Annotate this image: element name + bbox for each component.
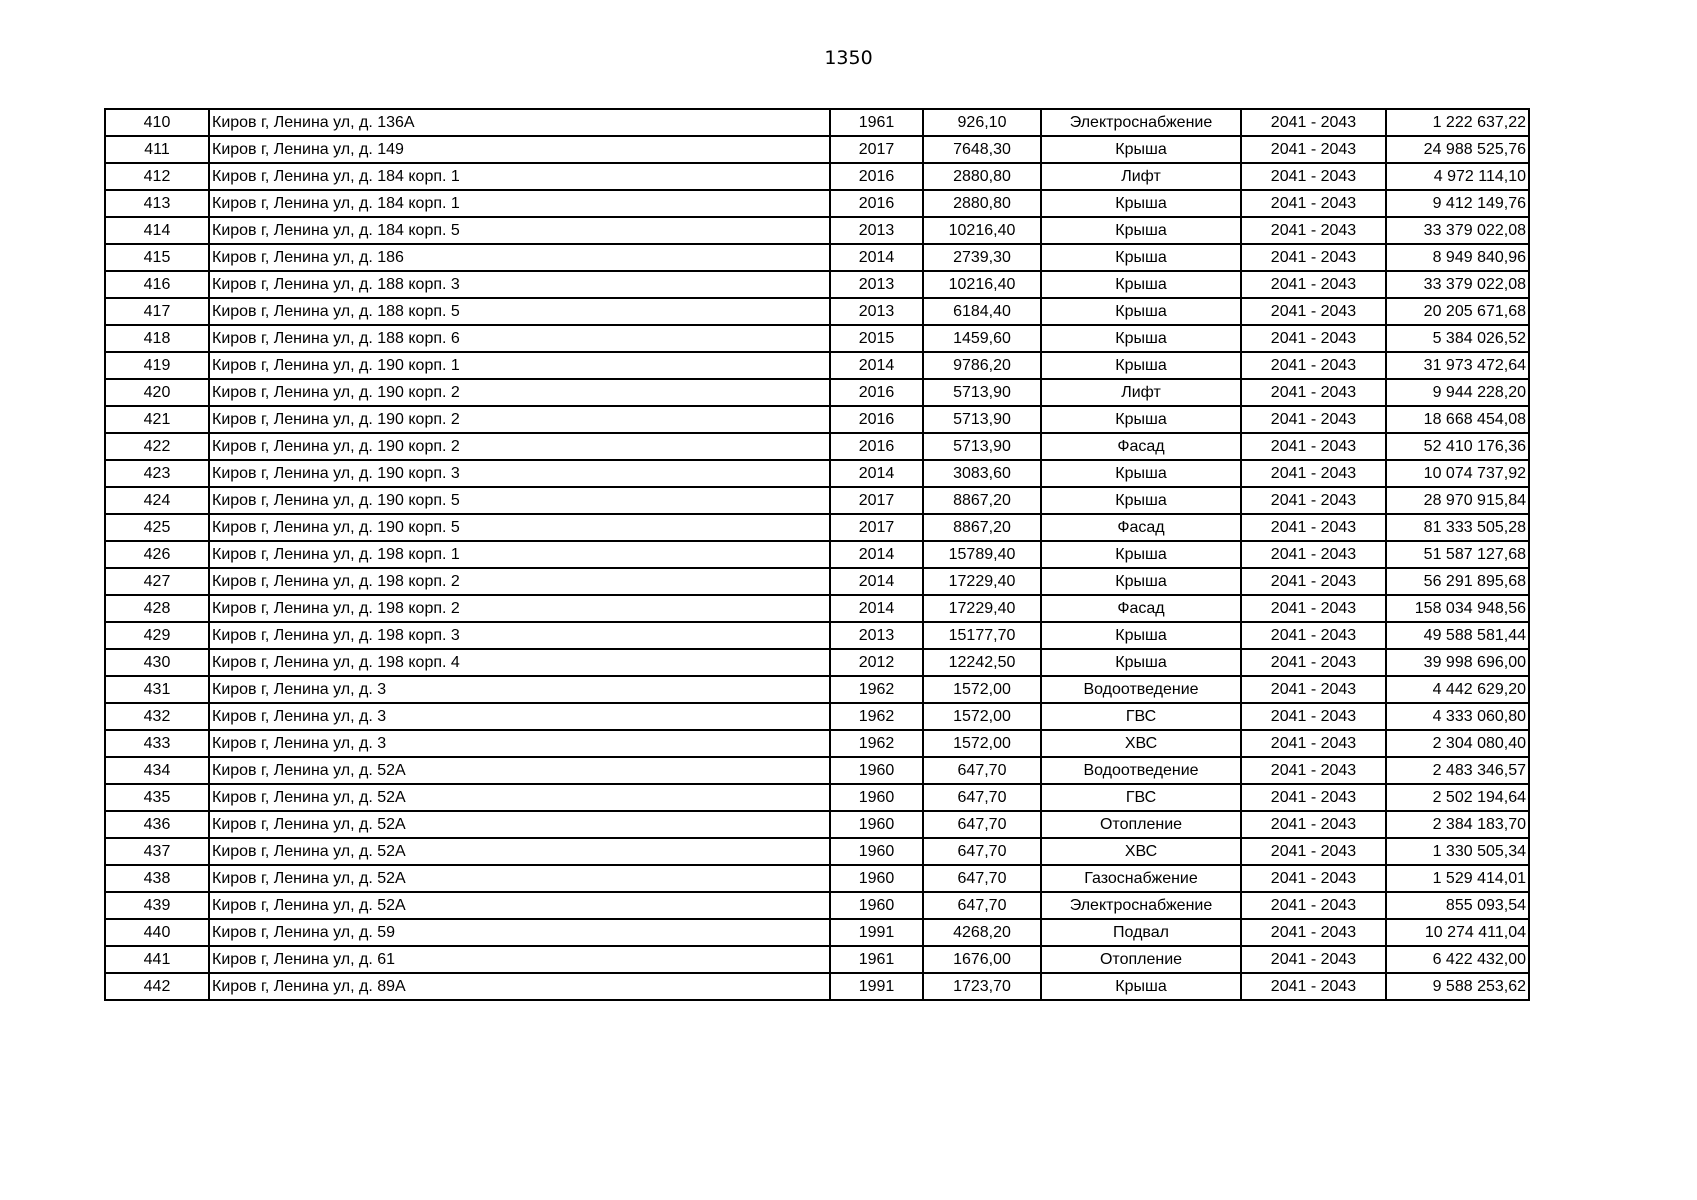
cost-cell: 4 442 629,20 xyxy=(1386,676,1529,703)
row-number-cell: 413 xyxy=(105,190,209,217)
period-cell: 2041 - 2043 xyxy=(1241,757,1386,784)
work-type-cell: Крыша xyxy=(1041,973,1241,1000)
area-cell: 5713,90 xyxy=(923,433,1041,460)
period-cell: 2041 - 2043 xyxy=(1241,406,1386,433)
work-type-cell: Электроснабжение xyxy=(1041,109,1241,136)
row-number-cell: 422 xyxy=(105,433,209,460)
row-number-cell: 438 xyxy=(105,865,209,892)
row-number-cell: 417 xyxy=(105,298,209,325)
period-cell: 2041 - 2043 xyxy=(1241,163,1386,190)
row-number-cell: 439 xyxy=(105,892,209,919)
period-cell: 2041 - 2043 xyxy=(1241,244,1386,271)
cost-cell: 855 093,54 xyxy=(1386,892,1529,919)
work-type-cell: Крыша xyxy=(1041,622,1241,649)
work-type-cell: Крыша xyxy=(1041,406,1241,433)
year-built-cell: 1960 xyxy=(830,838,923,865)
period-cell: 2041 - 2043 xyxy=(1241,784,1386,811)
row-number-cell: 442 xyxy=(105,973,209,1000)
work-type-cell: Крыша xyxy=(1041,487,1241,514)
table-body xyxy=(105,109,1529,1000)
period-cell: 2041 - 2043 xyxy=(1241,541,1386,568)
cost-cell: 52 410 176,36 xyxy=(1386,433,1529,460)
work-type-cell: Крыша xyxy=(1041,136,1241,163)
cost-cell: 6 422 432,00 xyxy=(1386,946,1529,973)
period-cell: 2041 - 2043 xyxy=(1241,568,1386,595)
work-type-cell: Подвал xyxy=(1041,919,1241,946)
address-cell: Киров г, Ленина ул, д. 52А xyxy=(209,757,830,784)
address-cell: Киров г, Ленина ул, д. 184 корп. 5 xyxy=(209,217,830,244)
table-row xyxy=(105,541,1529,568)
address-cell: Киров г, Ленина ул, д. 198 корп. 2 xyxy=(209,568,830,595)
area-cell: 9786,20 xyxy=(923,352,1041,379)
period-cell: 2041 - 2043 xyxy=(1241,622,1386,649)
cost-cell: 33 379 022,08 xyxy=(1386,217,1529,244)
period-cell: 2041 - 2043 xyxy=(1241,190,1386,217)
address-cell: Киров г, Ленина ул, д. 198 корп. 4 xyxy=(209,649,830,676)
work-type-cell: Крыша xyxy=(1041,244,1241,271)
row-number-cell: 424 xyxy=(105,487,209,514)
address-cell: Киров г, Ленина ул, д. 52А xyxy=(209,892,830,919)
row-number-cell: 427 xyxy=(105,568,209,595)
year-built-cell: 2013 xyxy=(830,217,923,244)
cost-cell: 51 587 127,68 xyxy=(1386,541,1529,568)
area-cell: 8867,20 xyxy=(923,514,1041,541)
work-type-cell: Отопление xyxy=(1041,811,1241,838)
cost-cell: 4 333 060,80 xyxy=(1386,703,1529,730)
cost-cell: 10 274 411,04 xyxy=(1386,919,1529,946)
table-row xyxy=(105,973,1529,1000)
period-cell: 2041 - 2043 xyxy=(1241,379,1386,406)
year-built-cell: 2014 xyxy=(830,244,923,271)
area-cell: 10216,40 xyxy=(923,217,1041,244)
cost-cell: 2 483 346,57 xyxy=(1386,757,1529,784)
period-cell: 2041 - 2043 xyxy=(1241,298,1386,325)
address-cell: Киров г, Ленина ул, д. 190 корп. 1 xyxy=(209,352,830,379)
row-number-cell: 420 xyxy=(105,379,209,406)
year-built-cell: 1962 xyxy=(830,730,923,757)
work-type-cell: Водоотведение xyxy=(1041,757,1241,784)
year-built-cell: 2012 xyxy=(830,649,923,676)
row-number-cell: 437 xyxy=(105,838,209,865)
area-cell: 1572,00 xyxy=(923,703,1041,730)
cost-cell: 2 502 194,64 xyxy=(1386,784,1529,811)
address-cell: Киров г, Ленина ул, д. 59 xyxy=(209,919,830,946)
cost-cell: 5 384 026,52 xyxy=(1386,325,1529,352)
table-row xyxy=(105,838,1529,865)
period-cell: 2041 - 2043 xyxy=(1241,487,1386,514)
area-cell: 1723,70 xyxy=(923,973,1041,1000)
work-type-cell: Фасад xyxy=(1041,595,1241,622)
work-type-cell: ГВС xyxy=(1041,784,1241,811)
address-cell: Киров г, Ленина ул, д. 52А xyxy=(209,865,830,892)
year-built-cell: 2017 xyxy=(830,514,923,541)
row-number-cell: 410 xyxy=(105,109,209,136)
work-type-cell: Крыша xyxy=(1041,568,1241,595)
year-built-cell: 2014 xyxy=(830,595,923,622)
year-built-cell: 2016 xyxy=(830,379,923,406)
row-number-cell: 432 xyxy=(105,703,209,730)
area-cell: 1676,00 xyxy=(923,946,1041,973)
work-type-cell: ГВС xyxy=(1041,703,1241,730)
table-row xyxy=(105,433,1529,460)
table-row xyxy=(105,325,1529,352)
cost-cell: 10 074 737,92 xyxy=(1386,460,1529,487)
period-cell: 2041 - 2043 xyxy=(1241,460,1386,487)
address-cell: Киров г, Ленина ул, д. 149 xyxy=(209,136,830,163)
row-number-cell: 423 xyxy=(105,460,209,487)
address-cell: Киров г, Ленина ул, д. 3 xyxy=(209,730,830,757)
row-number-cell: 434 xyxy=(105,757,209,784)
cost-cell: 33 379 022,08 xyxy=(1386,271,1529,298)
cost-cell: 2 304 080,40 xyxy=(1386,730,1529,757)
row-number-cell: 419 xyxy=(105,352,209,379)
work-type-cell: Крыша xyxy=(1041,298,1241,325)
cost-cell: 31 973 472,64 xyxy=(1386,352,1529,379)
table-row xyxy=(105,379,1529,406)
area-cell: 17229,40 xyxy=(923,595,1041,622)
row-number-cell: 436 xyxy=(105,811,209,838)
table-row xyxy=(105,730,1529,757)
table-row xyxy=(105,892,1529,919)
area-cell: 17229,40 xyxy=(923,568,1041,595)
address-cell: Киров г, Ленина ул, д. 190 корп. 2 xyxy=(209,433,830,460)
address-cell: Киров г, Ленина ул, д. 190 корп. 5 xyxy=(209,514,830,541)
row-number-cell: 441 xyxy=(105,946,209,973)
work-type-cell: Электроснабжение xyxy=(1041,892,1241,919)
cost-cell: 8 949 840,96 xyxy=(1386,244,1529,271)
table-row xyxy=(105,460,1529,487)
period-cell: 2041 - 2043 xyxy=(1241,973,1386,1000)
table-row xyxy=(105,109,1529,136)
area-cell: 647,70 xyxy=(923,784,1041,811)
area-cell: 12242,50 xyxy=(923,649,1041,676)
address-cell: Киров г, Ленина ул, д. 184 корп. 1 xyxy=(209,190,830,217)
year-built-cell: 2015 xyxy=(830,325,923,352)
cost-cell: 1 529 414,01 xyxy=(1386,865,1529,892)
table-row xyxy=(105,514,1529,541)
period-cell: 2041 - 2043 xyxy=(1241,946,1386,973)
year-built-cell: 2013 xyxy=(830,271,923,298)
cost-cell: 28 970 915,84 xyxy=(1386,487,1529,514)
cost-cell: 56 291 895,68 xyxy=(1386,568,1529,595)
work-type-cell: Крыша xyxy=(1041,541,1241,568)
year-built-cell: 1960 xyxy=(830,757,923,784)
area-cell: 926,10 xyxy=(923,109,1041,136)
address-cell: Киров г, Ленина ул, д. 61 xyxy=(209,946,830,973)
area-cell: 3083,60 xyxy=(923,460,1041,487)
work-type-cell: Крыша xyxy=(1041,649,1241,676)
address-cell: Киров г, Ленина ул, д. 186 xyxy=(209,244,830,271)
table-row xyxy=(105,919,1529,946)
work-type-cell: Крыша xyxy=(1041,271,1241,298)
year-built-cell: 1960 xyxy=(830,865,923,892)
period-cell: 2041 - 2043 xyxy=(1241,109,1386,136)
year-built-cell: 1960 xyxy=(830,784,923,811)
period-cell: 2041 - 2043 xyxy=(1241,919,1386,946)
work-type-cell: Лифт xyxy=(1041,163,1241,190)
period-cell: 2041 - 2043 xyxy=(1241,838,1386,865)
cost-cell: 1 222 637,22 xyxy=(1386,109,1529,136)
cost-cell: 18 668 454,08 xyxy=(1386,406,1529,433)
row-number-cell: 421 xyxy=(105,406,209,433)
table-row xyxy=(105,271,1529,298)
year-built-cell: 1991 xyxy=(830,919,923,946)
area-cell: 7648,30 xyxy=(923,136,1041,163)
period-cell: 2041 - 2043 xyxy=(1241,703,1386,730)
table-row xyxy=(105,946,1529,973)
table-row xyxy=(105,298,1529,325)
table-row xyxy=(105,784,1529,811)
work-type-cell: Крыша xyxy=(1041,217,1241,244)
table-row xyxy=(105,649,1529,676)
year-built-cell: 1961 xyxy=(830,946,923,973)
area-cell: 2880,80 xyxy=(923,190,1041,217)
period-cell: 2041 - 2043 xyxy=(1241,811,1386,838)
area-cell: 647,70 xyxy=(923,757,1041,784)
area-cell: 2739,30 xyxy=(923,244,1041,271)
repair-schedule-table xyxy=(104,108,1530,1001)
table-row xyxy=(105,703,1529,730)
area-cell: 647,70 xyxy=(923,838,1041,865)
period-cell: 2041 - 2043 xyxy=(1241,595,1386,622)
row-number-cell: 426 xyxy=(105,541,209,568)
cost-cell: 158 034 948,56 xyxy=(1386,595,1529,622)
row-number-cell: 440 xyxy=(105,919,209,946)
period-cell: 2041 - 2043 xyxy=(1241,433,1386,460)
address-cell: Киров г, Ленина ул, д. 190 корп. 2 xyxy=(209,406,830,433)
work-type-cell: Крыша xyxy=(1041,460,1241,487)
address-cell: Киров г, Ленина ул, д. 52А xyxy=(209,811,830,838)
area-cell: 1572,00 xyxy=(923,730,1041,757)
address-cell: Киров г, Ленина ул, д. 188 корп. 3 xyxy=(209,271,830,298)
row-number-cell: 416 xyxy=(105,271,209,298)
work-type-cell: Крыша xyxy=(1041,352,1241,379)
table-row xyxy=(105,136,1529,163)
cost-cell: 9 412 149,76 xyxy=(1386,190,1529,217)
address-cell: Киров г, Ленина ул, д. 136А xyxy=(209,109,830,136)
row-number-cell: 414 xyxy=(105,217,209,244)
area-cell: 1459,60 xyxy=(923,325,1041,352)
table-row xyxy=(105,811,1529,838)
table-row xyxy=(105,217,1529,244)
period-cell: 2041 - 2043 xyxy=(1241,325,1386,352)
address-cell: Киров г, Ленина ул, д. 89А xyxy=(209,973,830,1000)
address-cell: Киров г, Ленина ул, д. 52А xyxy=(209,784,830,811)
year-built-cell: 2016 xyxy=(830,190,923,217)
period-cell: 2041 - 2043 xyxy=(1241,352,1386,379)
area-cell: 15177,70 xyxy=(923,622,1041,649)
row-number-cell: 418 xyxy=(105,325,209,352)
area-cell: 5713,90 xyxy=(923,379,1041,406)
table-row xyxy=(105,244,1529,271)
year-built-cell: 2014 xyxy=(830,352,923,379)
work-type-cell: Водоотведение xyxy=(1041,676,1241,703)
period-cell: 2041 - 2043 xyxy=(1241,271,1386,298)
row-number-cell: 435 xyxy=(105,784,209,811)
address-cell: Киров г, Ленина ул, д. 198 корп. 3 xyxy=(209,622,830,649)
area-cell: 647,70 xyxy=(923,811,1041,838)
period-cell: 2041 - 2043 xyxy=(1241,676,1386,703)
address-cell: Киров г, Ленина ул, д. 190 корп. 2 xyxy=(209,379,830,406)
cost-cell: 9 944 228,20 xyxy=(1386,379,1529,406)
row-number-cell: 433 xyxy=(105,730,209,757)
year-built-cell: 2013 xyxy=(830,622,923,649)
table-row xyxy=(105,190,1529,217)
address-cell: Киров г, Ленина ул, д. 190 корп. 3 xyxy=(209,460,830,487)
area-cell: 647,70 xyxy=(923,892,1041,919)
year-built-cell: 1960 xyxy=(830,892,923,919)
year-built-cell: 2016 xyxy=(830,433,923,460)
cost-cell: 24 988 525,76 xyxy=(1386,136,1529,163)
cost-cell: 81 333 505,28 xyxy=(1386,514,1529,541)
area-cell: 8867,20 xyxy=(923,487,1041,514)
period-cell: 2041 - 2043 xyxy=(1241,217,1386,244)
year-built-cell: 1962 xyxy=(830,703,923,730)
table-row xyxy=(105,406,1529,433)
year-built-cell: 2014 xyxy=(830,541,923,568)
table-row xyxy=(105,487,1529,514)
address-cell: Киров г, Ленина ул, д. 3 xyxy=(209,676,830,703)
row-number-cell: 415 xyxy=(105,244,209,271)
period-cell: 2041 - 2043 xyxy=(1241,649,1386,676)
cost-cell: 49 588 581,44 xyxy=(1386,622,1529,649)
cost-cell: 2 384 183,70 xyxy=(1386,811,1529,838)
work-type-cell: Газоснабжение xyxy=(1041,865,1241,892)
table-row xyxy=(105,352,1529,379)
year-built-cell: 1991 xyxy=(830,973,923,1000)
work-type-cell: Фасад xyxy=(1041,514,1241,541)
year-built-cell: 2014 xyxy=(830,568,923,595)
row-number-cell: 431 xyxy=(105,676,209,703)
row-number-cell: 430 xyxy=(105,649,209,676)
year-built-cell: 2016 xyxy=(830,163,923,190)
area-cell: 1572,00 xyxy=(923,676,1041,703)
area-cell: 10216,40 xyxy=(923,271,1041,298)
table-row xyxy=(105,676,1529,703)
year-built-cell: 2013 xyxy=(830,298,923,325)
row-number-cell: 428 xyxy=(105,595,209,622)
period-cell: 2041 - 2043 xyxy=(1241,865,1386,892)
address-cell: Киров г, Ленина ул, д. 190 корп. 5 xyxy=(209,487,830,514)
period-cell: 2041 - 2043 xyxy=(1241,730,1386,757)
year-built-cell: 1960 xyxy=(830,811,923,838)
row-number-cell: 412 xyxy=(105,163,209,190)
work-type-cell: Крыша xyxy=(1041,325,1241,352)
row-number-cell: 429 xyxy=(105,622,209,649)
year-built-cell: 2014 xyxy=(830,460,923,487)
work-type-cell: Крыша xyxy=(1041,190,1241,217)
period-cell: 2041 - 2043 xyxy=(1241,514,1386,541)
address-cell: Киров г, Ленина ул, д. 198 корп. 2 xyxy=(209,595,830,622)
row-number-cell: 425 xyxy=(105,514,209,541)
page-number: 1350 xyxy=(824,47,873,69)
year-built-cell: 2017 xyxy=(830,487,923,514)
address-cell: Киров г, Ленина ул, д. 3 xyxy=(209,703,830,730)
table-row xyxy=(105,622,1529,649)
work-type-cell: ХВС xyxy=(1041,730,1241,757)
address-cell: Киров г, Ленина ул, д. 52А xyxy=(209,838,830,865)
year-built-cell: 1962 xyxy=(830,676,923,703)
work-type-cell: Отопление xyxy=(1041,946,1241,973)
year-built-cell: 2017 xyxy=(830,136,923,163)
area-cell: 2880,80 xyxy=(923,163,1041,190)
table-row xyxy=(105,163,1529,190)
period-cell: 2041 - 2043 xyxy=(1241,136,1386,163)
year-built-cell: 2016 xyxy=(830,406,923,433)
address-cell: Киров г, Ленина ул, д. 198 корп. 1 xyxy=(209,541,830,568)
table-row xyxy=(105,757,1529,784)
year-built-cell: 1961 xyxy=(830,109,923,136)
cost-cell: 39 998 696,00 xyxy=(1386,649,1529,676)
cost-cell: 1 330 505,34 xyxy=(1386,838,1529,865)
work-type-cell: Фасад xyxy=(1041,433,1241,460)
area-cell: 15789,40 xyxy=(923,541,1041,568)
area-cell: 6184,40 xyxy=(923,298,1041,325)
address-cell: Киров г, Ленина ул, д. 188 корп. 6 xyxy=(209,325,830,352)
area-cell: 5713,90 xyxy=(923,406,1041,433)
cost-cell: 4 972 114,10 xyxy=(1386,163,1529,190)
table-row xyxy=(105,568,1529,595)
table-row xyxy=(105,865,1529,892)
address-cell: Киров г, Ленина ул, д. 188 корп. 5 xyxy=(209,298,830,325)
cost-cell: 9 588 253,62 xyxy=(1386,973,1529,1000)
cost-cell: 20 205 671,68 xyxy=(1386,298,1529,325)
row-number-cell: 411 xyxy=(105,136,209,163)
table-row xyxy=(105,595,1529,622)
period-cell: 2041 - 2043 xyxy=(1241,892,1386,919)
work-type-cell: Лифт xyxy=(1041,379,1241,406)
area-cell: 4268,20 xyxy=(923,919,1041,946)
area-cell: 647,70 xyxy=(923,865,1041,892)
address-cell: Киров г, Ленина ул, д. 184 корп. 1 xyxy=(209,163,830,190)
work-type-cell: ХВС xyxy=(1041,838,1241,865)
